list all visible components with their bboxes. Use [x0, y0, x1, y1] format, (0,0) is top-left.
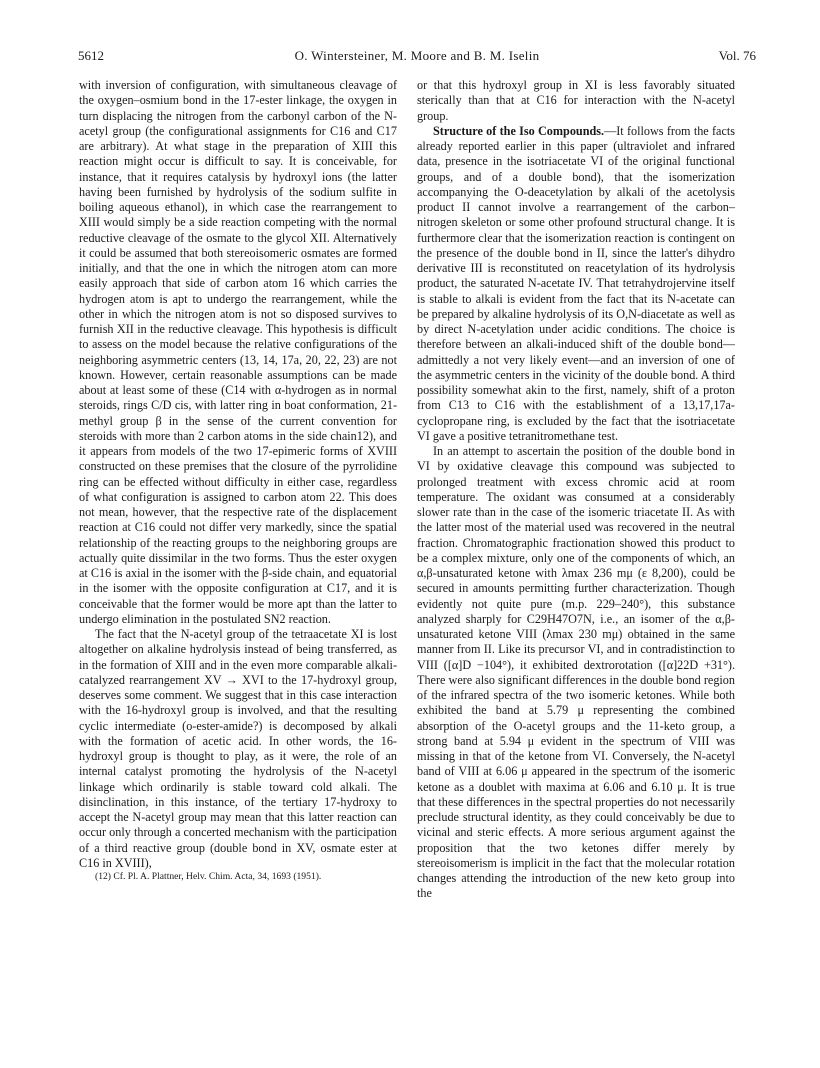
running-header [78, 46, 756, 66]
paragraph-text: —It follows from the facts already reported earlier in this paper (ultraviolet and infrared data, presence in the isotriacetate VI of the original functional groups, and of a double bond), that the isomerization accompanying the O-deacetylation by alkali of the acetolysis product II cannot involve a rearrangement of the carbon–nitrogen skeleton or some other profound structural change. It is furthermore clear that the isomerization reaction is contingent on the presence of the double bond in II, since the latter's dihydro derivative III is reconstituted on reacetylation of its hydrolysis product, the saturated N-acetate IV. That tetrahydrojervine itself is stable to alkali is evident from the fact that its N-acetate can be prepared by alkaline hydrolysis of its O,N-diacetate as well as by direct N-acetylation under acidic conditions. The choice is therefore between an alkali-induced shift of the double bond—admittedly a not very likely event—and an inversion of one of the asymmetric centers in the vicinity of the double bond. A third possibility somewhat akin to the first, namely, shift of a proton from C13 to C16 with the establishment of a 13,17,17a-cyclopropane ring, is excluded by the fact that the isotriacetate VI gave a positive tetranitromethane test. [417, 123, 736, 443]
running-title-authors: O. Wintersteiner, M. Moore and B. M. Iselin [294, 48, 540, 63]
paragraph: with inversion of configuration, with simultaneous cleavage of the oxygen–osmium bond in the 17-ester linkage, the oxygen in turn displacing the nitrogen from the carbonyl carbon of the N-acetyl group (the configurational assignments for C16 and C17 are arbitrary). At what stage in the preparation of XIII this reaction might occur is difficult to say. It is conceivable, for instance, that it requires catalysis by hydroxyl ions (the latter having been furnished by hydrolysis of the sodium sulfite in boiling aqueous ethanol), in which case the rearrangement to XIII would simply be a side reaction competing with the normal reductive cleavage of the osmate to the glycol XII. Alternatively it could be assumed that both stereoisomeric osmates are formed initially, and that the one in which the nitrogen atom can more easily approach that side of carbon atom 16 which carries the hydrogen atom is apt to undergo the rearrangement, while the other in which the nitrogen atom is not so disposed survives to furnish XII in the reductive cleavage. This hypothesis is difficult to assess on the model because the relative configurations of the neighboring asymmetric centers (13, 14, 17a, 20, 22, 23) are not known. However, certain reasonable assumptions can be made about at least some of these (C14 with α-hydrogen as in normal steroids, rings C/D cis, with latter ring in boat conformation, 21-methyl group β in the sense of the current convention for steroids with more than 2 carbon atoms in the side chain12), and it appears from models of the two 17-epimeric forms of XVIII constructed on these premises that the closure of the pyrrolidine ring can be effected without difficulty in either case, regardless of what configuration is assigned to carbon atom 22. This does not mean, however, that the respective rate of the displacement reaction at C16 could not differ very markedly, since the spatial relationship of the reacting groups to the neighboring groups are actually quite dissimilar in the two forms. Thus the ester oxygen at C16 is axial in the isomer with the β-side chain, and equatorial in the isomer with the opposite configuration at C17, and it is conceivable that the former would be more apt than the latter to undergo elimination in the postulated SN2 reaction. [79, 78, 397, 626]
left-column [79, 78, 397, 883]
footnote: (12) Cf. Pl. A. Plattner, Helv. Chim. Acta, 34, 1693 (1951). [95, 871, 322, 882]
section-heading: Structure of the Iso Compounds. [433, 123, 605, 138]
section-paragraph [417, 124, 735, 444]
paragraph: or that this hydroxyl group in XI is less favorably situated sterically than that at C16 for interaction with the N-acetyl group. [417, 78, 735, 123]
paragraph: The fact that the N-acetyl group of the tetraacetate XI is lost altogether on alkaline hydrolysis instead of being transferred, as in the formation of XIII and in the even more comparable alkali-catalyzed rearrangement XV → XVI to the 17-hydroxyl group, deserves some comment. We suggest that in this case interaction with the 16-hydroxyl group is involved, and that the resulting cyclic intermediate (o-ester-amide?) is decomposed by alkali with the formation of acetic acid. In other words, the 16-hydroxyl group is thought to play, as it were, the role of an internal catalyst promoting the hydrolysis of the N-acetyl linkage which ordinarily is stable toward cold alkali. The disinclination, in this instance, of the tertiary 17-hydroxy to accept the N-acetyl group may mean that this latter reaction can occur only through a concerted mechanism with the participation of a third reactive group (double bond in XV, osmate ester at C16 in XVIII), [79, 627, 397, 870]
right-column [417, 78, 735, 902]
page-number: 5612 [78, 48, 104, 63]
paragraph: In an attempt to ascertain the position of the double bond in VI by oxidative cleavage this compound was subjected to prolonged treatment with excess chromic acid at room temperature. The oxidant was consumed at a considerably slower rate than in the case of the isomeric triacetate II. As with the latter most of the material used was recovered in the neutral fraction. Chromatographic fractionation showed this product to be a complex mixture, only one of the components of which, an α,β-unsaturated ketone with λmax 236 mμ (ε 8,200), could be secured in amounts permitting further characterization. Though evidently not quite pure (m.p. 229–240°), this substance analyzed sharply for C29H47O7N, i.e., an isomer of the α,β-unsaturated ketone VIII (λmax 230 mμ) obtained in the same manner from II. Like its precursor VI, and in contradistinction to VIII ([α]D −104°), it exhibited dextrorotation ([α]22D +31°). There were also significant differences in the double bond region of the infrared spectra of the two isomeric ketones. While both exhibited the band at 5.79 μ representing the combined absorption of the O-acetyl groups and the 11-keto group, a strong band at 5.94 μ evident in the spectrum of VIII was missing in that of the ketone from VI. Conversely, the N-acetyl band of VIII at 6.06 μ appeared in the spectrum of the isomeric ketone as a doublet with maxima at 6.06 and 6.10 μ. It is true that these differences in the spectral properties do not necessarily preclude structural identity, as they could conceivably be due to vicinal and steric effects. A more serious argument against the proposition that the two ketones differ merely by stereoisomerism is implicit in the fact that the molecular rotation changes attending the introduction of the new keto group into the [417, 444, 735, 901]
volume-label: Vol. 76 [718, 48, 756, 63]
